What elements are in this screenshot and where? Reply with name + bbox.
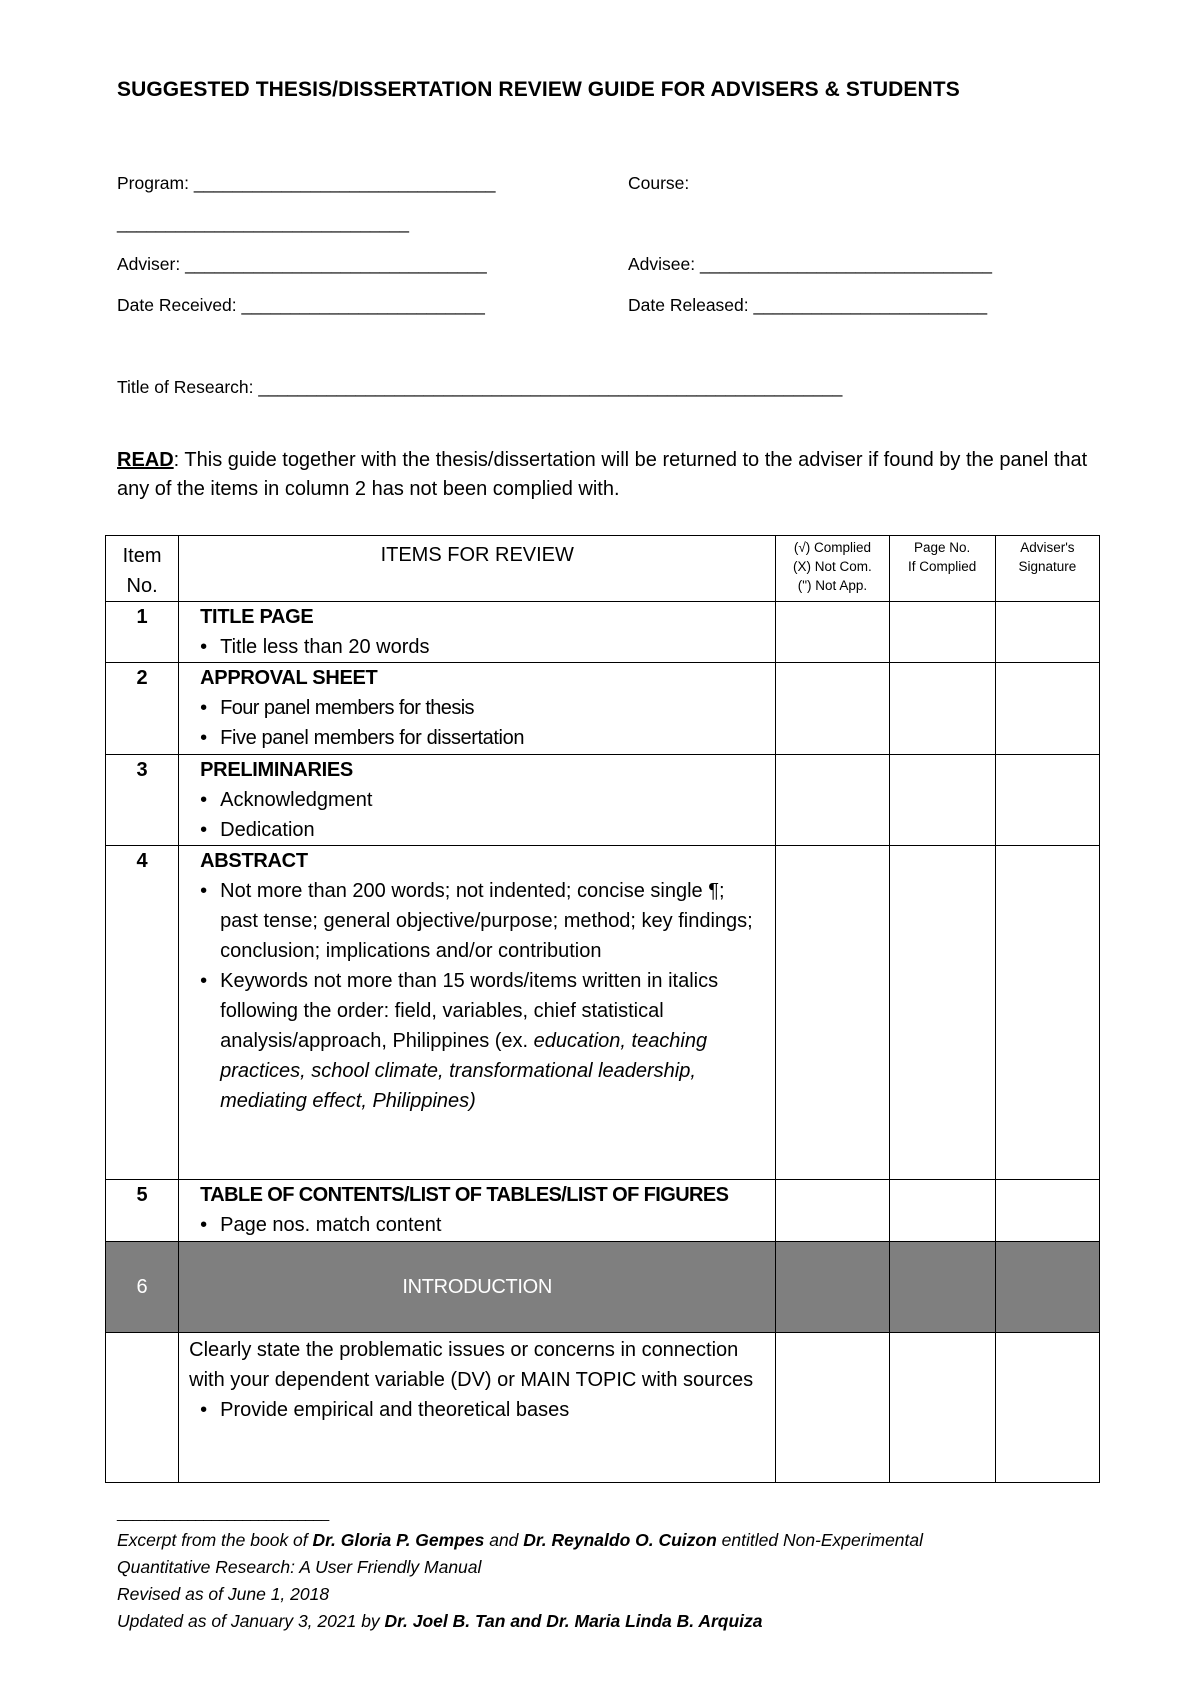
signature-cell[interactable] — [995, 602, 1099, 663]
item-title: ABSTRACT — [200, 850, 308, 872]
signature-cell[interactable] — [995, 755, 1099, 846]
footer-rule: ___________________________ — [117, 1505, 329, 1522]
page-no-cell[interactable] — [889, 755, 995, 846]
item-content — [179, 1180, 776, 1242]
list-item: • Acknowledgment — [200, 789, 373, 811]
compliance-cell[interactable] — [776, 1333, 889, 1483]
table-row — [106, 663, 1100, 755]
title-of-research-field[interactable]: Title of Research: ____________________________________________________________ — [117, 377, 843, 397]
item-content — [179, 602, 776, 663]
date-released-field[interactable]: Date Released: ________________________ — [628, 295, 988, 315]
adviser-field[interactable]: Adviser: _______________________________ — [117, 254, 487, 274]
page-no-cell[interactable] — [889, 1333, 995, 1483]
header-adviser-signature: Adviser's Signature — [995, 536, 1099, 602]
item-title: APPROVAL SHEET — [200, 667, 378, 689]
program-field[interactable]: Program: _______________________________ — [117, 173, 496, 193]
list-item: • Title less than 20 words — [200, 636, 430, 658]
list-item: • Provide empirical and theoretical bases — [200, 1399, 570, 1421]
course-field-line[interactable]: ______________________________ — [117, 213, 409, 233]
date-received-field[interactable]: Date Received: _________________________ — [117, 295, 485, 315]
item-number: 2 — [106, 663, 179, 755]
item-content — [179, 1333, 776, 1483]
signature-cell[interactable] — [995, 1333, 1099, 1483]
signature-cell[interactable] — [995, 663, 1099, 755]
document-title: SUGGESTED THESIS/DISSERTATION REVIEW GUIDE FOR ADVISERS & STUDENTS — [117, 78, 960, 101]
page-no-cell[interactable] — [889, 602, 995, 663]
read-note — [117, 446, 1097, 504]
footer-line-3: Revised as of June 1, 2018 — [117, 1584, 330, 1604]
compliance-cell[interactable] — [776, 1180, 889, 1242]
table-row — [106, 602, 1100, 663]
signature-cell[interactable] — [995, 1180, 1099, 1242]
footer-line-1: Excerpt from the book of Dr. Gloria P. Gempes and Dr. Reynaldo O. Cuizon entitled Non-Experimental — [117, 1530, 924, 1550]
list-item: • Not more than 200 words; not indented; concise single ¶; past tense; general objective/purpose; method; key findings; conclusion; implications and/or contribution — [200, 880, 753, 962]
list-item: • Four panel members for thesis — [200, 697, 474, 719]
page-no-cell[interactable] — [889, 1180, 995, 1242]
header-compliance: (√) Complied (X) Not Com. (") Not App. — [776, 536, 889, 602]
item-title: PRELIMINARIES — [200, 759, 353, 781]
list-item: • Dedication — [200, 819, 315, 841]
read-note-text: : This guide together with the thesis/dissertation will be returned to the adviser if found by the panel that any of the items in column 2 has not been complied with. — [117, 449, 1088, 500]
review-table — [105, 535, 1100, 1483]
list-item: • Five panel members for dissertation — [200, 727, 525, 749]
read-label: READ — [117, 449, 174, 471]
course-field[interactable]: Course: — [628, 173, 690, 193]
item-number — [106, 1333, 179, 1483]
compliance-cell[interactable] — [776, 755, 889, 846]
footer-line-2: Quantitative Research: A User Friendly Manual — [117, 1557, 482, 1577]
item-number: 3 — [106, 755, 179, 846]
page-no-cell[interactable] — [889, 846, 995, 1180]
signature-cell[interactable] — [995, 846, 1099, 1180]
table-row — [106, 755, 1100, 846]
compliance-cell[interactable] — [776, 602, 889, 663]
section-row-introduction — [106, 1242, 1100, 1333]
item-number: 4 — [106, 846, 179, 1180]
footer-line-4: Updated as of January 3, 2021 by Dr. Joel B. Tan and Dr. Maria Linda B. Arquiza — [117, 1611, 763, 1631]
header-items-for-review: ITEMS FOR REVIEW — [179, 536, 776, 602]
item-number: 1 — [106, 602, 179, 663]
item-number: 5 — [106, 1180, 179, 1242]
table-row — [106, 1180, 1100, 1242]
table-row — [106, 1333, 1100, 1483]
item-content — [179, 846, 776, 1180]
list-item: • Page nos. match content — [200, 1214, 442, 1236]
table-header-row — [106, 536, 1100, 602]
item-title: TITLE PAGE — [200, 606, 314, 628]
section-title: INTRODUCTION — [179, 1242, 776, 1333]
item-description: Clearly state the problematic issues or concerns in connection with your dependent variable (DV) or MAIN TOPIC with sources — [189, 1339, 754, 1391]
header-page-no: Page No. If Complied — [889, 536, 995, 602]
item-content — [179, 755, 776, 846]
table-row — [106, 846, 1100, 1180]
item-number: 6 — [106, 1242, 179, 1333]
page-no-cell[interactable] — [889, 663, 995, 755]
compliance-cell[interactable] — [776, 663, 889, 755]
item-content — [179, 663, 776, 755]
header-item-no: Item No. — [106, 536, 179, 602]
item-title: TABLE OF CONTENTS/LIST OF TABLES/LIST OF FIGURES — [200, 1184, 729, 1206]
compliance-cell[interactable] — [776, 846, 889, 1180]
list-item: • Keywords not more than 15 words/items written in italics following the order: field, variables, chief statistical analysis/approach, Philippines (ex. education, teaching practices, school climate, transformational leadership, mediating effect, Philippines) — [200, 970, 719, 1112]
advisee-field[interactable]: Advisee: ______________________________ — [628, 254, 992, 274]
